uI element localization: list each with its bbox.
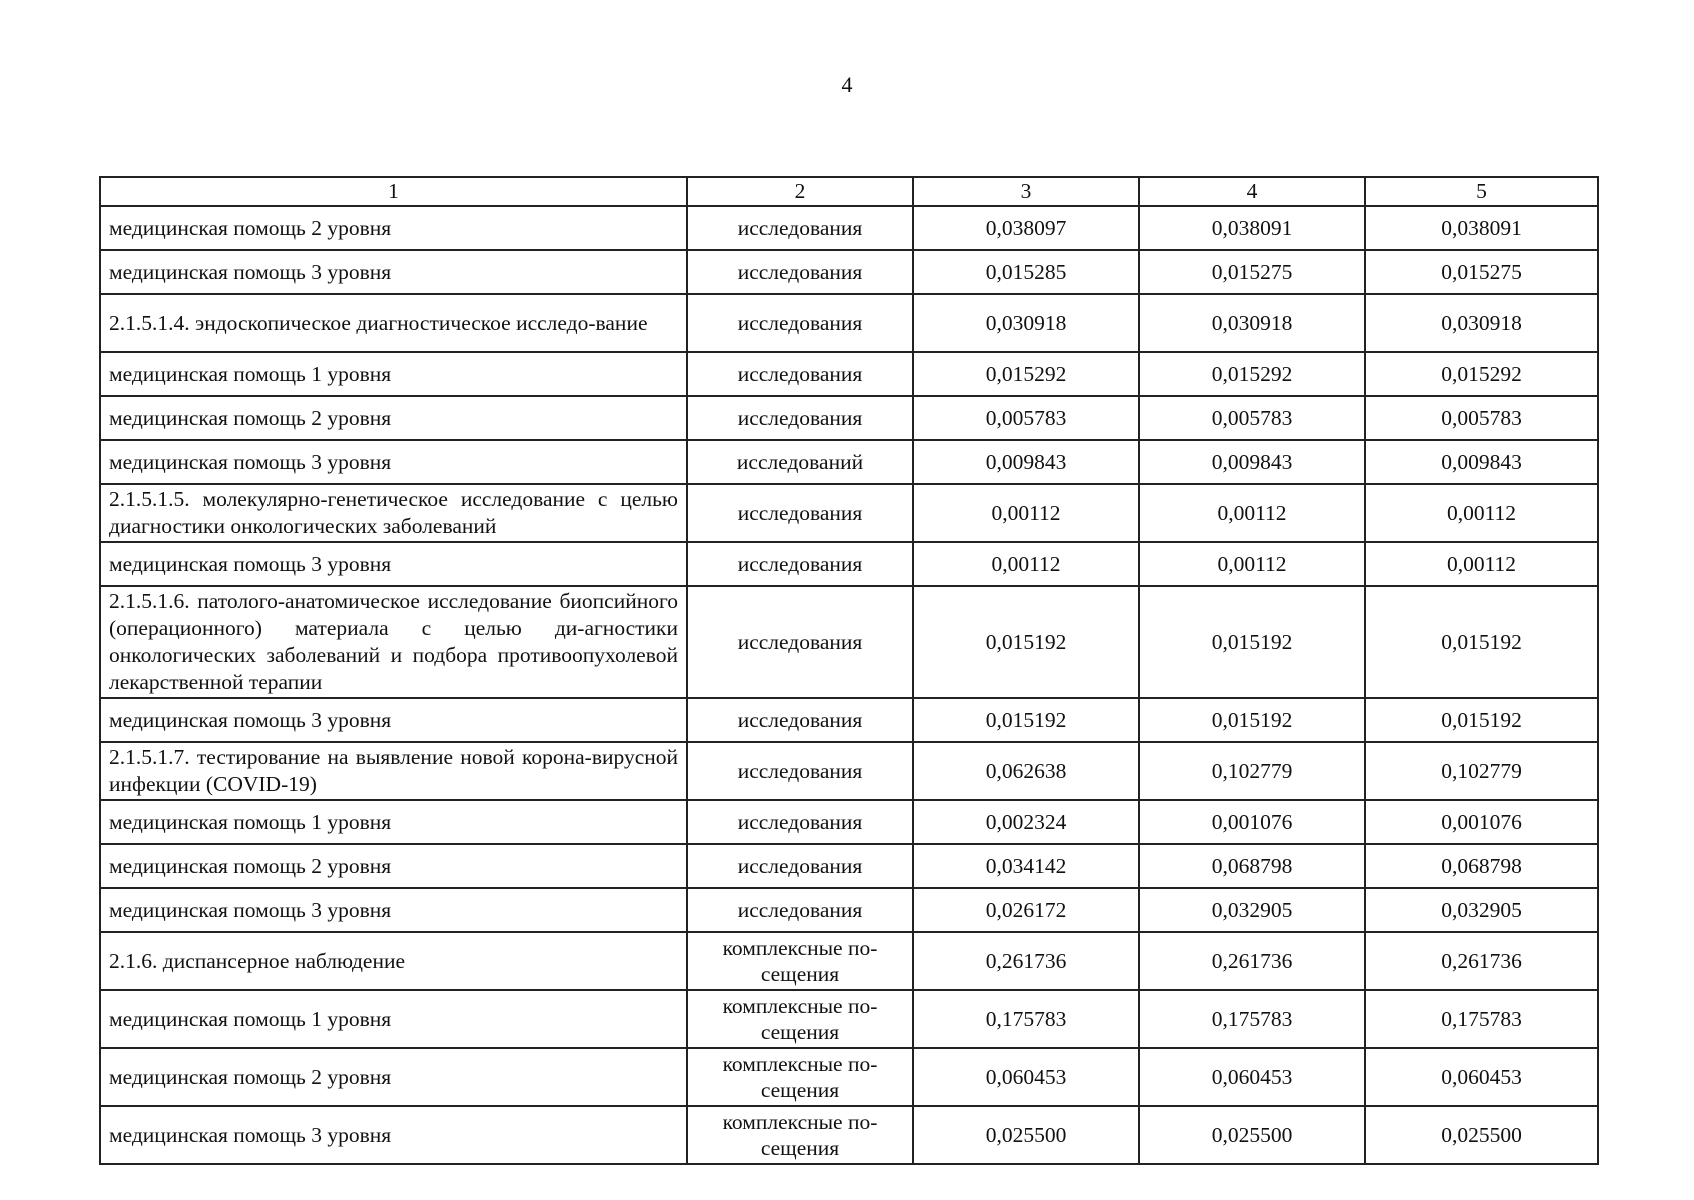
row-value-col3: 0,060453 xyxy=(913,1048,1139,1106)
row-value-col3: 0,015292 xyxy=(913,352,1139,396)
row-unit: исследования xyxy=(687,844,913,888)
table-row xyxy=(100,542,1598,586)
row-name: медицинская помощь 3 уровня xyxy=(100,440,687,484)
row-value-col4: 0,00112 xyxy=(1139,484,1365,542)
row-value-col3: 0,00112 xyxy=(913,542,1139,586)
column-header-2: 2 xyxy=(687,177,913,206)
table-row xyxy=(100,888,1598,932)
row-unit: исследования xyxy=(687,484,913,542)
table-row xyxy=(100,440,1598,484)
row-name: 2.1.5.1.6. патолого-анатомическое исследование биопсийного (операционного) материала с целью ди-агностики онкологических заболеваний и подбора противоопухолевой лекарственной терапии xyxy=(100,586,687,698)
row-value-col4: 0,005783 xyxy=(1139,396,1365,440)
row-name: медицинская помощь 3 уровня xyxy=(100,250,687,294)
row-unit: исследования xyxy=(687,586,913,698)
table-row xyxy=(100,250,1598,294)
row-unit: комплексные по-сещения xyxy=(687,1106,913,1164)
row-unit: исследования xyxy=(687,888,913,932)
row-value-col5: 0,00112 xyxy=(1365,542,1598,586)
row-value-col3: 0,005783 xyxy=(913,396,1139,440)
row-value-col5: 0,015292 xyxy=(1365,352,1598,396)
row-unit: исследования xyxy=(687,294,913,352)
row-unit: исследования xyxy=(687,352,913,396)
column-header-5: 5 xyxy=(1365,177,1598,206)
row-value-col5: 0,068798 xyxy=(1365,844,1598,888)
row-value-col3: 0,015285 xyxy=(913,250,1139,294)
header-row xyxy=(100,177,1598,206)
row-unit: исследования xyxy=(687,742,913,800)
row-value-col4: 0,015192 xyxy=(1139,698,1365,742)
row-name: медицинская помощь 3 уровня xyxy=(100,888,687,932)
column-header-1: 1 xyxy=(100,177,687,206)
row-name: медицинская помощь 3 уровня xyxy=(100,698,687,742)
row-value-col5: 0,00112 xyxy=(1365,484,1598,542)
row-value-col3: 0,038097 xyxy=(913,206,1139,250)
row-value-col5: 0,032905 xyxy=(1365,888,1598,932)
row-value-col5: 0,102779 xyxy=(1365,742,1598,800)
row-value-col4: 0,175783 xyxy=(1139,990,1365,1048)
row-name: медицинская помощь 3 уровня xyxy=(100,1106,687,1164)
row-value-col5: 0,001076 xyxy=(1365,800,1598,844)
row-value-col4: 0,261736 xyxy=(1139,932,1365,990)
row-value-col3: 0,026172 xyxy=(913,888,1139,932)
table-row xyxy=(100,206,1598,250)
row-value-col4: 0,00112 xyxy=(1139,542,1365,586)
row-unit: исследования xyxy=(687,250,913,294)
row-name: медицинская помощь 2 уровня xyxy=(100,396,687,440)
row-name: медицинская помощь 1 уровня xyxy=(100,800,687,844)
row-unit: исследования xyxy=(687,698,913,742)
row-value-col3: 0,002324 xyxy=(913,800,1139,844)
row-value-col3: 0,015192 xyxy=(913,698,1139,742)
row-value-col4: 0,015192 xyxy=(1139,586,1365,698)
row-value-col5: 0,009843 xyxy=(1365,440,1598,484)
row-value-col4: 0,015292 xyxy=(1139,352,1365,396)
row-value-col5: 0,025500 xyxy=(1365,1106,1598,1164)
table-row xyxy=(100,698,1598,742)
row-value-col4: 0,068798 xyxy=(1139,844,1365,888)
row-value-col5: 0,261736 xyxy=(1365,932,1598,990)
row-unit: исследования xyxy=(687,396,913,440)
column-header-3: 3 xyxy=(913,177,1139,206)
row-value-col4: 0,009843 xyxy=(1139,440,1365,484)
table-row xyxy=(100,932,1598,990)
row-value-col3: 0,062638 xyxy=(913,742,1139,800)
row-value-col5: 0,015192 xyxy=(1365,698,1598,742)
table-row xyxy=(100,352,1598,396)
row-unit: исследований xyxy=(687,440,913,484)
table-row xyxy=(100,396,1598,440)
row-value-col3: 0,025500 xyxy=(913,1106,1139,1164)
row-name: медицинская помощь 3 уровня xyxy=(100,542,687,586)
row-unit: комплексные по-сещения xyxy=(687,990,913,1048)
row-value-col5: 0,175783 xyxy=(1365,990,1598,1048)
table-row xyxy=(100,844,1598,888)
row-name: 2.1.5.1.5. молекулярно-генетическое исследование с целью диагностики онкологических заболеваний xyxy=(100,484,687,542)
row-value-col3: 0,00112 xyxy=(913,484,1139,542)
table-row xyxy=(100,1048,1598,1106)
row-unit: исследования xyxy=(687,800,913,844)
row-value-col4: 0,038091 xyxy=(1139,206,1365,250)
row-value-col4: 0,032905 xyxy=(1139,888,1365,932)
row-value-col3: 0,175783 xyxy=(913,990,1139,1048)
row-name: медицинская помощь 2 уровня xyxy=(100,844,687,888)
row-name: медицинская помощь 1 уровня xyxy=(100,352,687,396)
row-name: медицинская помощь 1 уровня xyxy=(100,990,687,1048)
row-unit: комплексные по-сещения xyxy=(687,1048,913,1106)
row-value-col4: 0,030918 xyxy=(1139,294,1365,352)
row-unit: комплексные по-сещения xyxy=(687,932,913,990)
row-value-col3: 0,261736 xyxy=(913,932,1139,990)
row-unit: исследования xyxy=(687,206,913,250)
row-name: медицинская помощь 2 уровня xyxy=(100,1048,687,1106)
row-value-col4: 0,060453 xyxy=(1139,1048,1365,1106)
row-name: 2.1.6. диспансерное наблюдение xyxy=(100,932,687,990)
row-value-col4: 0,102779 xyxy=(1139,742,1365,800)
row-name: 2.1.5.1.7. тестирование на выявление новой корона-вирусной инфекции (COVID-19) xyxy=(100,742,687,800)
row-value-col5: 0,015275 xyxy=(1365,250,1598,294)
table-row xyxy=(100,294,1598,352)
row-value-col3: 0,015192 xyxy=(913,586,1139,698)
table-row xyxy=(100,990,1598,1048)
data-table xyxy=(99,176,1599,1165)
row-value-col3: 0,009843 xyxy=(913,440,1139,484)
row-value-col4: 0,025500 xyxy=(1139,1106,1365,1164)
row-value-col5: 0,030918 xyxy=(1365,294,1598,352)
row-value-col5: 0,015192 xyxy=(1365,586,1598,698)
row-value-col5: 0,060453 xyxy=(1365,1048,1598,1106)
row-name: 2.1.5.1.4. эндоскопическое диагностическое исследо-вание xyxy=(100,294,687,352)
table-row xyxy=(100,484,1598,542)
row-value-col5: 0,005783 xyxy=(1365,396,1598,440)
row-value-col4: 0,015275 xyxy=(1139,250,1365,294)
table-row xyxy=(100,800,1598,844)
table-row xyxy=(100,586,1598,698)
row-value-col5: 0,038091 xyxy=(1365,206,1598,250)
row-unit: исследования xyxy=(687,542,913,586)
table-row xyxy=(100,1106,1598,1164)
page-number: 4 xyxy=(841,72,853,97)
column-header-4: 4 xyxy=(1139,177,1365,206)
table-row xyxy=(100,742,1598,800)
row-value-col3: 0,030918 xyxy=(913,294,1139,352)
row-value-col4: 0,001076 xyxy=(1139,800,1365,844)
row-value-col3: 0,034142 xyxy=(913,844,1139,888)
row-name: медицинская помощь 2 уровня xyxy=(100,206,687,250)
